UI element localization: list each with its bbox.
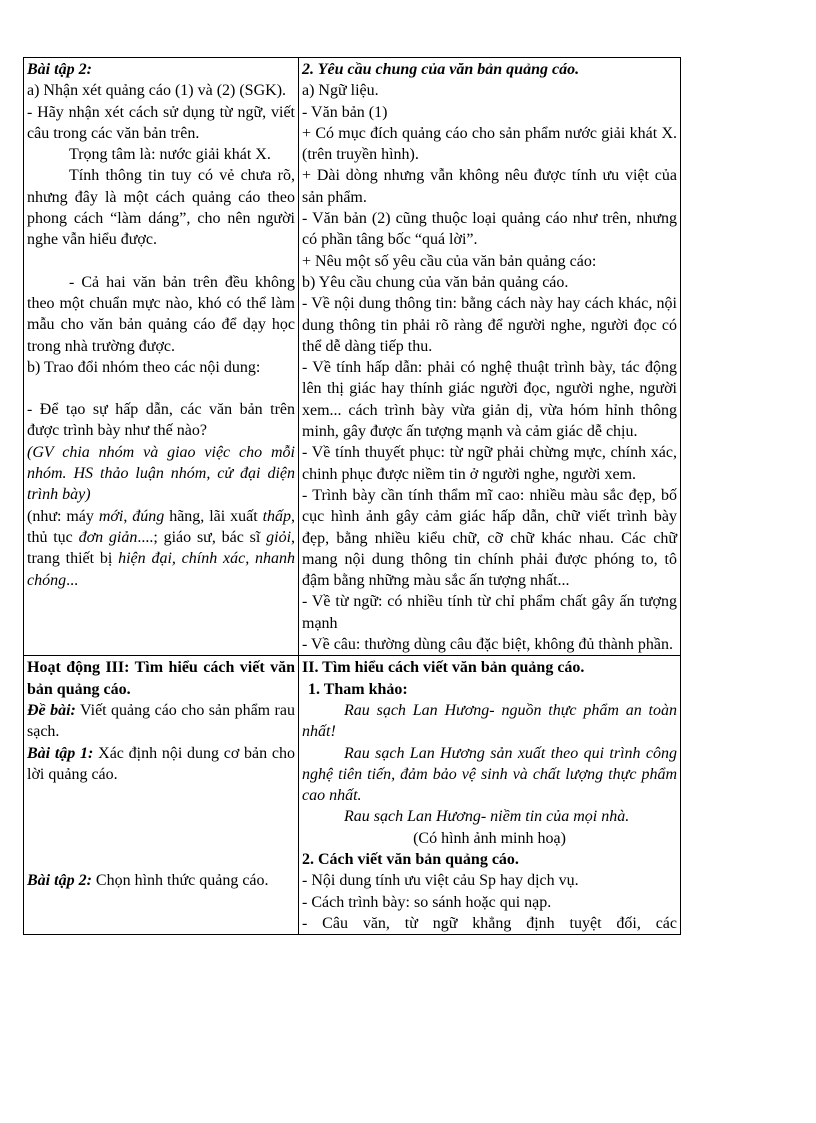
sample-line-2: Rau sạch Lan Hương sản xuất theo qui trình công nghệ tiên tiến, đảm bảo vệ sinh và chất lượng thực phẩm cao nhất.	[302, 744, 677, 805]
exercise-item-b: b) Trao đổi nhóm theo các nội dung:	[27, 358, 261, 376]
text-1-label: - Văn bản (1)	[302, 103, 388, 121]
reference-heading: 1. Tham khảo:	[308, 680, 408, 698]
right-cell-requirements	[299, 58, 681, 656]
teacher-note: (GV chia nhóm và giao việc cho mỗi nhóm. HS thảo luận nhóm, cử đại diện trình bày)	[27, 443, 295, 504]
req-aesthetics: - Trình bày cần tính thẩm mĩ cao: nhiều màu sắc đẹp, bố cục hình ảnh gây cảm giác hấp dẫn, chữ viết trình bày đẹp, bằng nhiều kiểu chữ, cỡ chữ khác nhau. Các chữ mang nội dung thông tin chính phải được phóng to, tô đậm bằng những màu sắc ấn tượng nhất...	[302, 486, 677, 590]
focus-text: Trọng tâm là: nước giải khát X.	[69, 146, 271, 164]
req-appeal: - Về tính hấp dẫn: phải có nghệ thuật trình bày, tác động lên thị giác hay thính giác người đọc, người nghe, người xem... cách trình bày vừa giản dị, vừa hóm hỉnh thông minh, gây được ấn tượng mạnh và cảm giác dễ chịu.	[302, 359, 677, 441]
spacer	[27, 378, 295, 399]
lesson-table	[23, 57, 681, 935]
spacer	[27, 785, 295, 870]
writing-point-3: - Câu văn, từ ngữ khẳng định tuyệt đối, các	[302, 914, 677, 932]
req-content: - Về nội dung thông tin: bằng cách này hay cách khác, nội dung thông tin phải rõ ràng để người nghe, người đọc có thể dễ dàng tiếp thu.	[302, 295, 677, 355]
table-row	[24, 656, 681, 935]
right-cell-writing	[299, 656, 681, 935]
exercise-item-a: a) Nhận xét quảng cáo (1) và (2) (SGK).	[27, 82, 287, 100]
exercise-2: Bài tập 2: Chọn hình thức quảng cáo.	[27, 872, 269, 890]
illustration-note: (Có hình ảnh minh hoạ)	[413, 829, 566, 847]
text-1-point-2: + Dài dòng nhưng vẫn không nêu được tính ưu việt của sản phẩm.	[302, 167, 677, 206]
left-cell-activity-3	[24, 656, 299, 935]
sample-line-3: Rau sạch Lan Hương- niềm tin của mọi nhà.	[344, 808, 630, 826]
writing-point-2: - Cách trình bày: so sánh hoặc qui nạp.	[302, 893, 552, 911]
table-row	[24, 58, 681, 656]
left-cell-exercise-2	[24, 58, 299, 656]
conclusion-text: - Cả hai văn bản trên đều không theo một chuẩn mực nào, khó có thể làm mẫu cho văn bản quảng cáo để dạy học trong nhà trường được.	[27, 273, 295, 355]
section-title: 2. Yêu cầu chung của văn bản quảng cáo.	[302, 61, 580, 78]
info-text: Tính thông tin tuy có vẻ chưa rõ, nhưng đây là một cách quảng cáo theo phong cách “làm dáng”, cho nên người nghe vẫn hiểu được.	[27, 167, 295, 249]
group-question: - Để tạo sự hấp dẫn, các văn bản trên được trình bày như thế nào?	[27, 401, 295, 440]
exercise-instruction: - Hãy nhận xét cách sử dụng từ ngữ, viết câu trong các văn bản trên.	[27, 103, 295, 142]
exercise-1: Bài tập 1: Xác định nội dung cơ bản cho lời quảng cáo.	[27, 744, 296, 783]
section-title: II. Tìm hiểu cách viết văn bản quảng cáo.	[302, 659, 585, 677]
sample-line-1: Rau sạch Lan Hương- nguồn thực phẩm an toàn nhất!	[302, 701, 677, 741]
exercise-title: Bài tập 2:	[27, 61, 92, 78]
spacer	[27, 251, 295, 272]
requirements-heading: b) Yêu cầu chung của văn bản quảng cáo.	[302, 273, 569, 291]
req-persuasion: - Về tính thuyết phục: từ ngữ phải chừng mực, chính xác, chinh phục được niềm tin ở người nghe, người xem.	[302, 444, 677, 483]
text-1-point-1: + Có mục đích quảng cáo cho sản phẩm nước giải khát X. (trên truyền hình).	[302, 124, 677, 164]
text-2-note: - Văn bản (2) cũng thuộc loại quảng cáo như trên, nhưng có phần tâng bốc “quá lời”.	[302, 210, 677, 249]
req-sentences: - Về câu: thường dùng câu đặc biệt, không đủ thành phần.	[302, 636, 673, 654]
examples-text: (như: máy mới, đúng hãng, lãi xuất thấp, thủ tục đơn giản....; giáo sư, bác sĩ giỏi, trang thiết bị hiện đại, chính xác, nhanh chóng...	[27, 507, 296, 589]
req-words: - Về từ ngữ: có nhiều tính từ chỉ phẩm chất gây ấn tượng mạnh	[302, 593, 677, 632]
writing-point-1: - Nội dung tính ưu việt cảu Sp hay dịch vụ.	[302, 872, 579, 890]
material-label: a) Ngữ liệu.	[302, 82, 379, 100]
task-statement: Đề bài: Viết quảng cáo cho sản phẩm rau sạch.	[27, 701, 295, 741]
writing-heading: 2. Cách viết văn bản quảng cáo.	[302, 850, 519, 868]
requirements-intro: + Nêu một số yêu cầu của văn bản quảng cáo:	[302, 252, 597, 270]
activity-title: Hoạt động III: Tìm hiểu cách viết văn bản quảng cáo.	[27, 659, 295, 698]
